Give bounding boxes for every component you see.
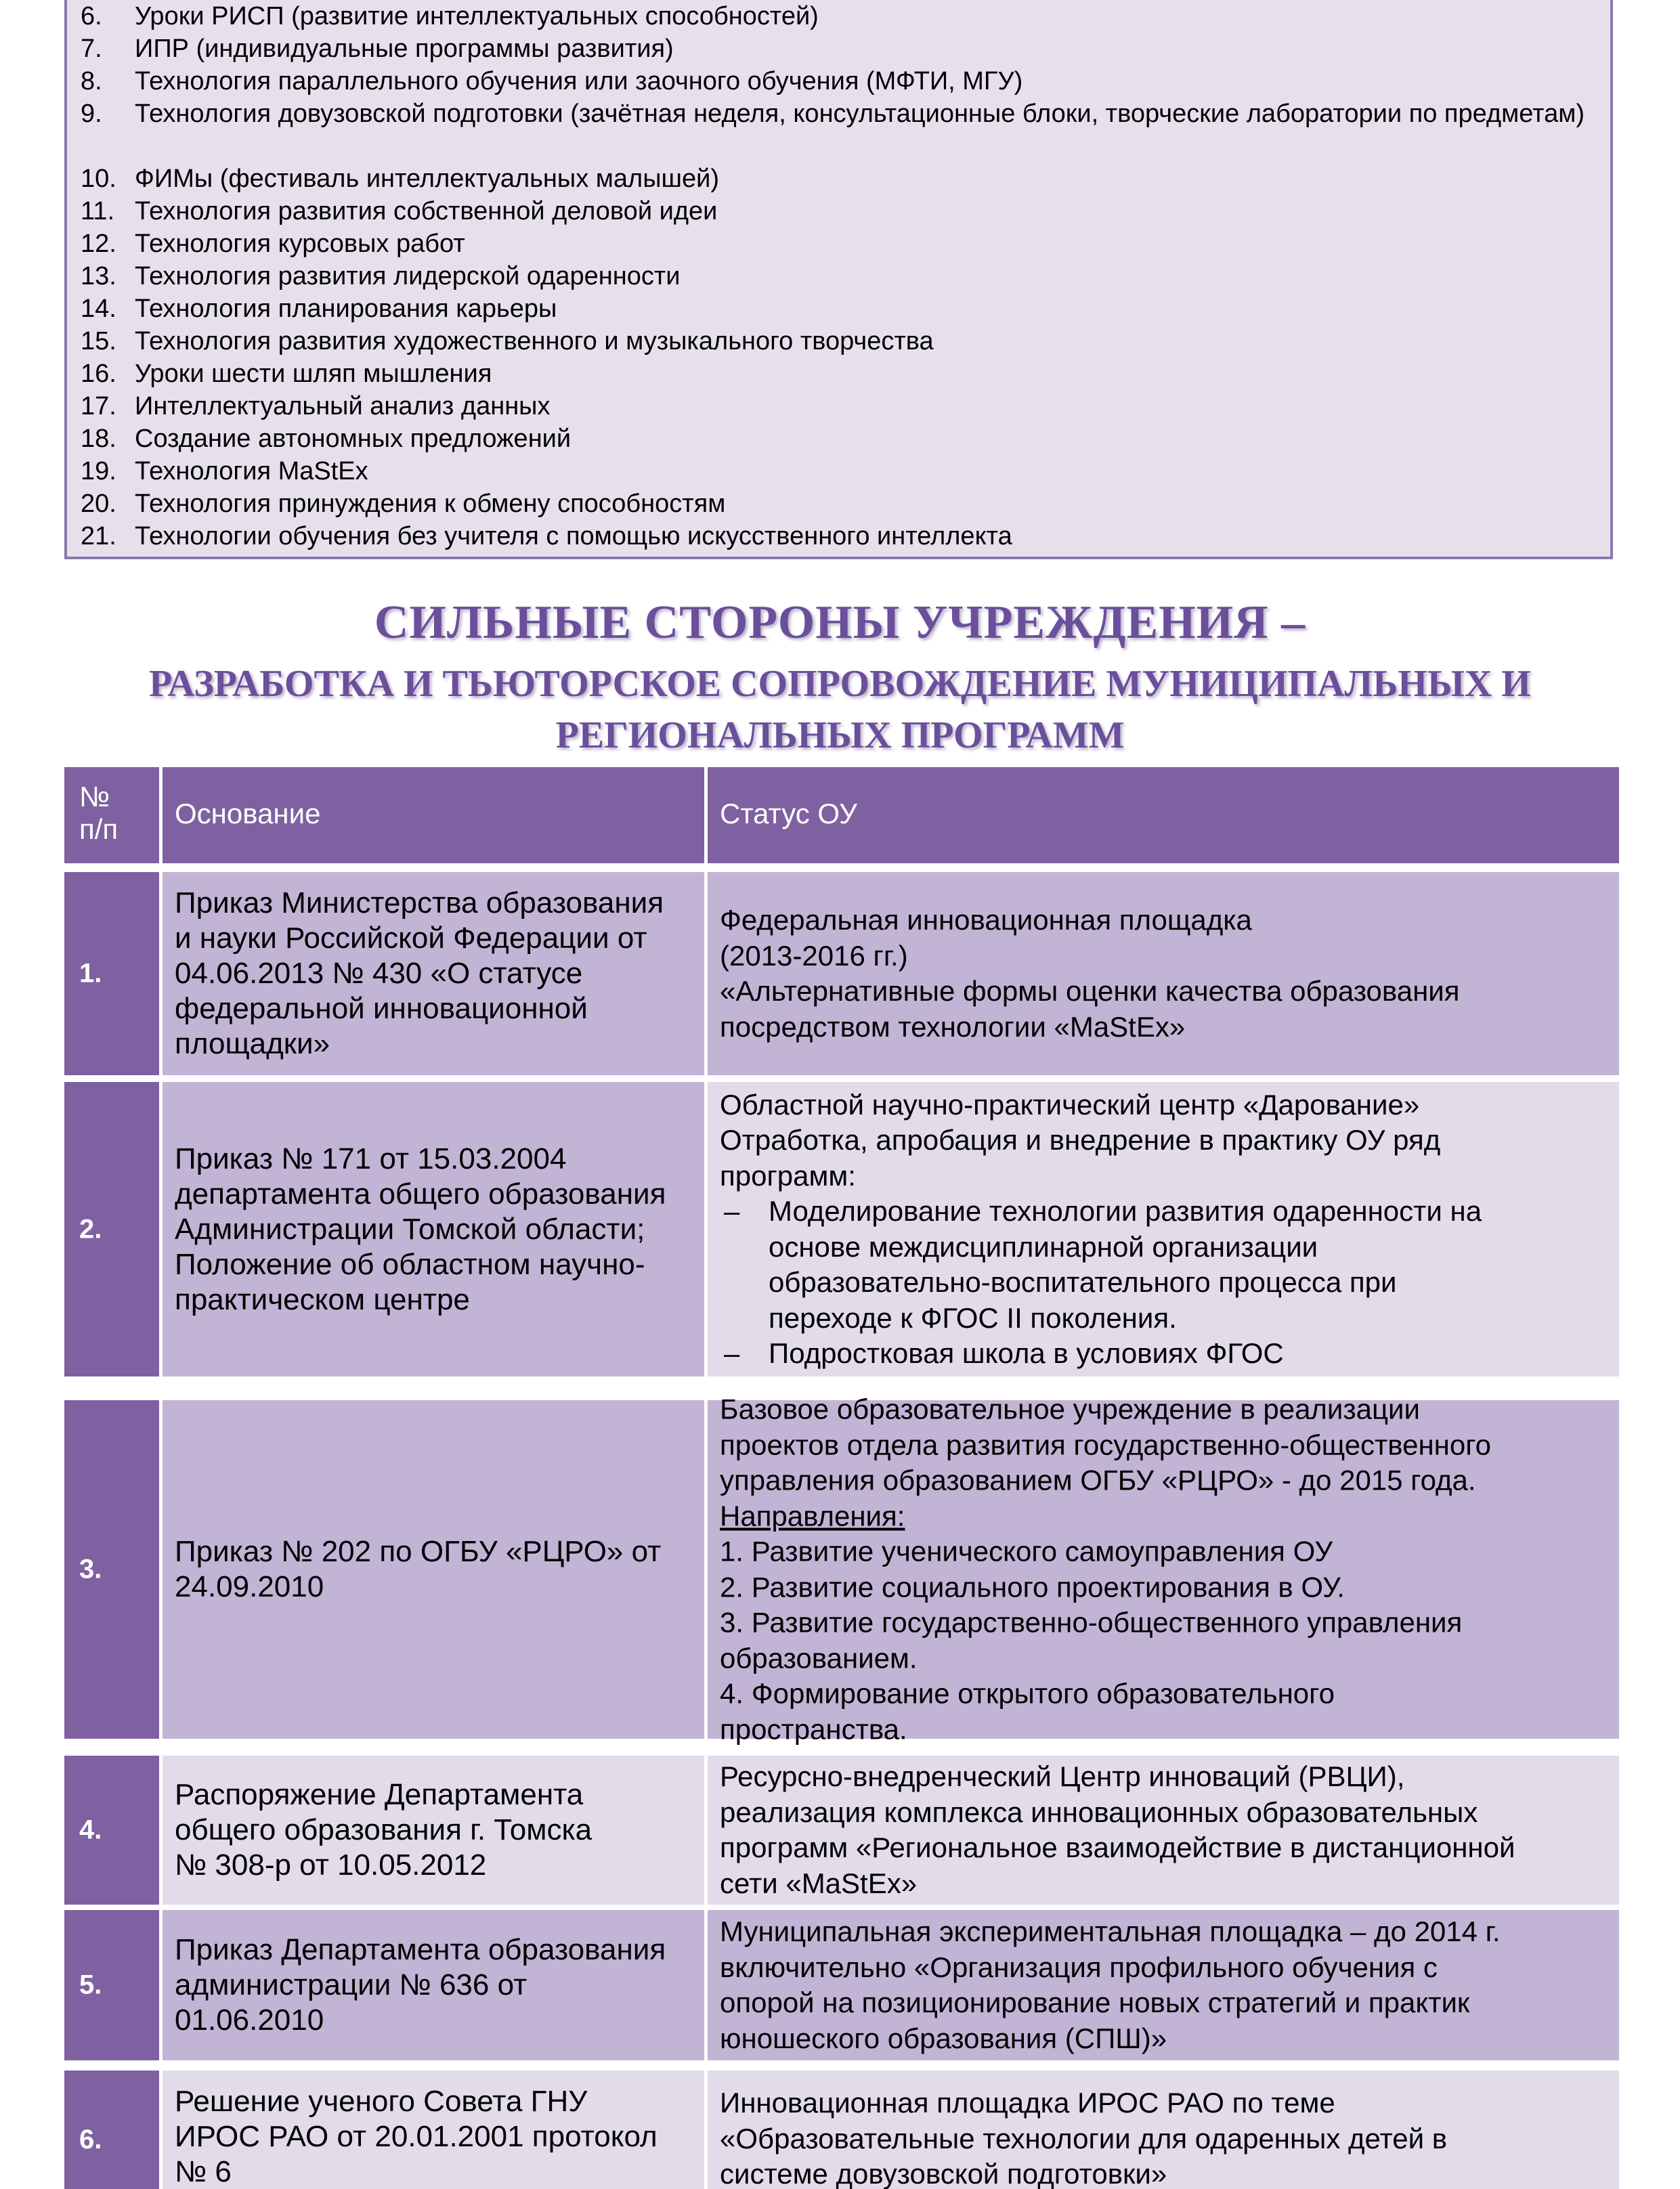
- technology-list-item: [67, 227, 1610, 260]
- row-4-basis-cell: [163, 1756, 704, 1905]
- status-line: проектов отдела развития государственно-общественного: [720, 1429, 1491, 1460]
- basis-line: практическом центре: [175, 1282, 470, 1316]
- list-item-number: 19.: [81, 457, 116, 485]
- technology-list-item: [67, 260, 1610, 292]
- technology-list-item: [67, 455, 1610, 487]
- row-2-status-cell: [708, 1082, 1619, 1377]
- technology-list-item: [67, 487, 1610, 520]
- status-line: системе довузовской подготовки»: [720, 2158, 1167, 2189]
- technology-list-item: [67, 195, 1610, 227]
- direction-line: образованием.: [720, 1642, 918, 1674]
- basis-line: Решение ученого Совета ГНУ: [175, 2085, 588, 2118]
- status-line: Базовое образовательное учреждение в реализации: [720, 1393, 1420, 1425]
- status-line: образовательно-воспитательного процесса при: [769, 1266, 1397, 1298]
- row-1-num-cell: [64, 872, 159, 1075]
- row-num: 5.: [79, 1970, 102, 2000]
- status-line: сети «MaStEx»: [720, 1867, 918, 1899]
- technology-list-item: [67, 65, 1610, 97]
- list-item-number: 14.: [81, 295, 116, 323]
- row-num: 1.: [79, 958, 102, 989]
- basis-line: Распоряжение Департамента: [175, 1778, 584, 1811]
- status-line: «Образовательные технологии для одаренных детей в: [720, 2122, 1448, 2154]
- direction-line: 1. Развитие ученического самоуправления ОУ: [720, 1535, 1333, 1567]
- list-item-text: ФИМы (фестиваль интеллектуальных малышей): [135, 165, 720, 193]
- basis-line: администрации № 636 от: [175, 1968, 527, 2001]
- technology-list-item: [67, 97, 1610, 162]
- basis-line: департамента общего образования: [175, 1177, 666, 1211]
- list-item-text: Технологии обучения без учителя с помощью искусственного интеллекта: [135, 522, 1012, 550]
- basis-line: федеральной инновационной: [175, 992, 588, 1025]
- row-3-num-cell: [64, 1400, 159, 1739]
- direction-line: 4. Формирование открытого образовательного: [720, 1677, 1335, 1710]
- row-6-basis-cell: [163, 2071, 704, 2189]
- status-line: переходе к ФГОС II поколения.: [769, 1301, 1177, 1334]
- section-subtitle-line-2: РЕГИОНАЛЬНЫХ ПРОГРАММ: [555, 714, 1125, 756]
- dash-bullet: –: [724, 1195, 740, 1227]
- basis-line: площадки»: [175, 1027, 330, 1060]
- status-line: посредством технологии «MaStEx»: [720, 1010, 1186, 1043]
- basis-line: 04.06.2013 № 430 «О статусе: [175, 957, 583, 990]
- section-title: СИЛЬНЫЕ СТОРОНЫ УЧРЕЖДЕНИЯ –: [374, 597, 1306, 649]
- list-item-text: Технология параллельного обучения или заочного обучения (МФТИ, МГУ): [135, 67, 1023, 95]
- technology-list-item: [67, 357, 1610, 390]
- basis-line: 24.09.2010: [175, 1570, 324, 1603]
- row-2-num-cell: [64, 1082, 159, 1377]
- technology-list-item: [67, 162, 1610, 195]
- list-item-number: 11.: [81, 197, 115, 225]
- basis-line: Приказ Министерства образования: [175, 886, 664, 919]
- technology-list: [67, 0, 1610, 552]
- row-6-num-cell: [64, 2071, 159, 2189]
- list-item-number: 9.: [81, 100, 102, 128]
- technology-list-item: [67, 32, 1610, 65]
- row-num: 2.: [79, 1214, 102, 1244]
- list-item-number: 17.: [81, 392, 116, 420]
- row-1-basis-cell: [163, 872, 704, 1075]
- status-line: программ:: [720, 1159, 856, 1192]
- list-item-number: 20.: [81, 490, 116, 518]
- basis-line: Приказ № 202 по ОГБУ «РЦРО» от: [175, 1535, 662, 1568]
- dash-bullet: –: [724, 1337, 740, 1369]
- header-num-cell: [64, 767, 159, 863]
- direction-line: пространства.: [720, 1713, 907, 1745]
- list-item-text: Технология курсовых работ: [135, 230, 465, 258]
- status-line: Инновационная площадка ИРОС РАО по теме: [720, 2087, 1335, 2119]
- list-item-text: Технология развития лидерской одаренности: [135, 262, 681, 290]
- status-line: опорой на позиционирование новых стратегий и практик: [720, 1987, 1470, 2018]
- list-item-text: Технология довузовской подготовки (зачётная неделя, консультационные блоки, творческие лаборатории по предметам): [135, 100, 1585, 128]
- list-item-number: 21.: [81, 522, 116, 550]
- list-item-text: Технология планирования карьеры: [135, 295, 557, 323]
- list-item-text: Технология развития собственной деловой идеи: [135, 197, 718, 225]
- technology-list-item: [67, 325, 1610, 357]
- list-item-text: Технология развития художественного и музыкального творчества: [135, 327, 934, 355]
- technology-list-item: [67, 292, 1610, 325]
- technology-list-item: [67, 0, 1610, 32]
- basis-line: Администрации Томской области;: [175, 1212, 645, 1246]
- row-6-status-cell: [708, 2071, 1619, 2189]
- basis-line: Приказ Департамента образования: [175, 1933, 666, 1966]
- status-line: Областной научно-практический центр «Дарование»: [720, 1088, 1420, 1121]
- row-2-basis-cell: [163, 1082, 704, 1377]
- list-item-number: 13.: [81, 262, 116, 290]
- basis-line: Положение об областном научно-: [175, 1247, 645, 1281]
- list-item-number: 12.: [81, 230, 116, 258]
- list-item-number: 15.: [81, 327, 116, 355]
- header-status-cell: [708, 767, 1619, 863]
- status-list-item: [720, 1336, 1608, 1372]
- basis-line: 01.06.2010: [175, 2003, 324, 2037]
- status-line: Ресурсно-внедренческий Центр инноваций (РВЦИ),: [720, 1760, 1405, 1792]
- row-num: 3.: [79, 1554, 102, 1584]
- programs-table: [64, 767, 1619, 2189]
- status-line: Моделирование технологии развития одаренности на: [769, 1195, 1482, 1227]
- row-3-basis-cell: [163, 1400, 704, 1739]
- list-item-text: Уроки РИСП (развитие интеллектуальных способностей): [135, 2, 819, 30]
- list-item-text: Уроки шести шляп мышления: [135, 360, 492, 388]
- list-item-number: 8.: [81, 67, 102, 95]
- list-item-text: Интеллектуальный анализ данных: [135, 392, 551, 420]
- basis-line: общего образования г. Томска: [175, 1813, 593, 1846]
- status-line: «Альтернативные формы оценки качества образования: [720, 975, 1460, 1007]
- list-item-number: 6.: [81, 2, 102, 30]
- header-basis-cell: [163, 767, 704, 863]
- status-line: включительно «Организация профильного обучения с: [720, 1951, 1438, 1983]
- header-basis: Основание: [175, 798, 321, 829]
- direction-line: 2. Развитие социального проектирования в ОУ.: [720, 1571, 1345, 1603]
- status-line: Муниципальная экспериментальная площадка – до 2014 г.: [720, 1915, 1501, 1947]
- row-1-status-cell: [708, 872, 1619, 1075]
- status-line: программ «Региональное взаимодействие в дистанционной: [720, 1832, 1515, 1863]
- header-num-line-2: п/п: [79, 813, 119, 845]
- status-line: Отработка, апробация и внедрение в практику ОУ ряд: [720, 1124, 1441, 1156]
- list-item-number: 10.: [81, 165, 116, 193]
- technology-list-item: [67, 422, 1610, 455]
- status-line: управления образованием ОГБУ «РЦРО» - до 2015 года.: [720, 1464, 1476, 1496]
- row-4-status-cell: [708, 1756, 1619, 1905]
- list-item-text: ИПР (индивидуальные программы развития): [135, 35, 674, 63]
- technology-list-item: [67, 520, 1610, 552]
- row-3-status-cell: [708, 1393, 1619, 1745]
- list-item-text: Создание автономных предложений: [135, 425, 572, 453]
- direction-line: 3. Развитие государственно-общественного управления: [720, 1606, 1463, 1639]
- status-line: (2013-2016 гг.): [720, 939, 908, 972]
- basis-line: Приказ № 171 от 15.03.2004: [175, 1142, 567, 1175]
- header-num-line-1: №: [79, 781, 110, 812]
- header-status: Статус ОУ: [720, 798, 857, 829]
- basis-line: № 6: [175, 2155, 232, 2188]
- section-subtitle-line-1: РАЗРАБОТКА И ТЬЮТОРСКОЕ СОПРОВОЖДЕНИЕ МУНИЦИПАЛЬНЫХ И: [149, 663, 1531, 705]
- list-item-text: Технология MaStEx: [135, 457, 368, 485]
- technology-list-item: [67, 390, 1610, 422]
- basis-line: № 308-р от 10.05.2012: [175, 1848, 487, 1882]
- row-5-basis-cell: [163, 1910, 704, 2060]
- basis-line: ИРОС РАО от 20.01.2001 протокол: [175, 2120, 658, 2153]
- status-line: Подростковая школа в условиях ФГОС: [769, 1337, 1284, 1369]
- technology-list-box: [64, 0, 1613, 559]
- list-item-number: 16.: [81, 360, 116, 388]
- status-line: основе междисциплинарной организации: [769, 1230, 1318, 1263]
- row-4-num-cell: [64, 1756, 159, 1905]
- list-item-number: 7.: [81, 35, 102, 63]
- status-line: юношеского образования (СПШ)»: [720, 2022, 1167, 2054]
- row-5-status-cell: [708, 1910, 1619, 2060]
- list-item-number: 18.: [81, 425, 116, 453]
- directions-label: Направления:: [720, 1500, 905, 1532]
- row-num: 6.: [79, 2125, 102, 2154]
- row-num: 4.: [79, 1815, 102, 1845]
- status-line: реализация комплекса инновационных образовательных: [720, 1796, 1478, 1828]
- row-5-num-cell: [64, 1910, 159, 2060]
- status-line: Федеральная инновационная площадка: [720, 904, 1252, 936]
- list-item-text: Технология принуждения к обмену способностям: [135, 490, 726, 518]
- status-list-item: [720, 1194, 1608, 1336]
- basis-line: и науки Российской Федерации от: [175, 922, 647, 955]
